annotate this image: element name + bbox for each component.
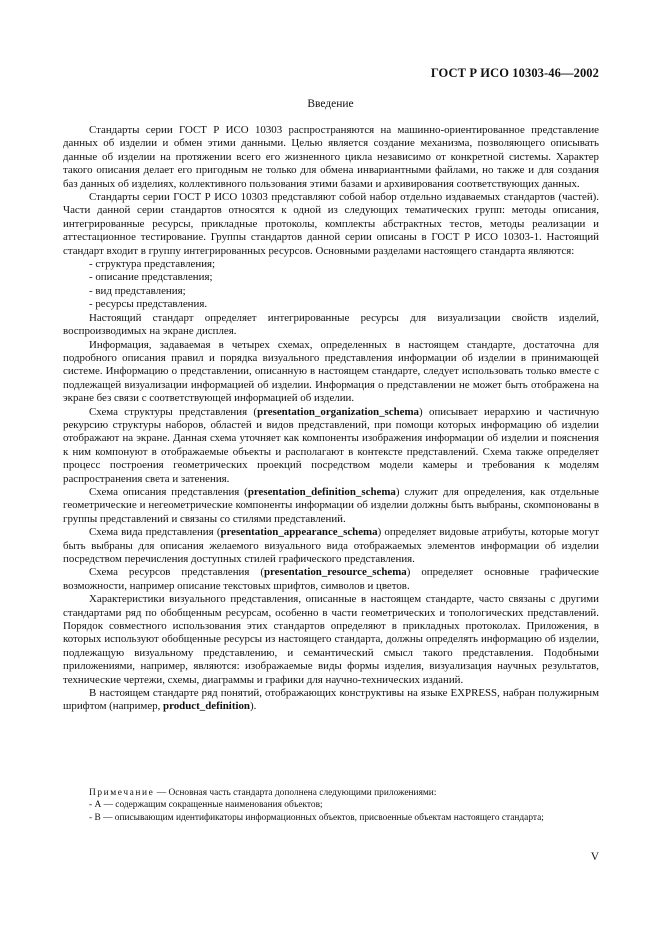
paragraph-7 [63, 526, 599, 566]
paragraph-2: Стандарты серии ГОСТ Р ИСО 10303 представляют собой набор отдельно издаваемых стандартов (частей). Части данной серии стандартов относятся к одной из следующих тематических групп: методы описания, интегрированные ресурсы, прикладные протоколы, комплекты абстрактных тестов, методы реализации и аттестационное тестирование. Группы стандартов данной серии описаны в ГОСТ Р ИСО 10303-1. Настоящий стандарт входит в группу интегрированных ресурсов. Основными разделами настоящего стандарта являются: [63, 191, 599, 257]
note-intro-text: — Основная часть стандарта дополнена следующими приложениями: [154, 788, 437, 798]
paragraph-1: Стандарты серии ГОСТ Р ИСО 10303 распространяются на машинно-ориентированное представление данных об изделии и обмен этими данными. Целью является создание механизма, позволяющего описывать данные об изделии на протяжении всего его жизненного цикла независимо от конкретной системы. Характер такого описания делает его пригодным не только для обмена инвариантными файлами, но также и для создания баз данных об изделиях, коллективного пользования этими базами и архивирования соответствующих данных. [63, 124, 599, 190]
paragraph-8-text-b: ) определяет основные графические возможности, например описание текстовых шрифтов, символов и цветов. [63, 566, 599, 592]
paragraph-8-text-a: Схема ресурсов представления ( [89, 566, 264, 579]
paragraph-10-text-b: ). [250, 700, 257, 713]
schema-term-definition: presentation_definition_schema [247, 485, 396, 498]
body-text [63, 124, 599, 714]
schema-term-organization: presentation_organization_schema [257, 405, 420, 418]
paragraph-7-text-b: ) определяет видовые атрибуты, которые могут быть выбраны для описания желаемого визуального вида отображаемых элементов информации об изделии посредством перечисления доступных стилей графического представления. [63, 526, 600, 565]
express-term-example: product_definition [163, 700, 250, 713]
paragraph-8 [63, 566, 599, 593]
paragraph-7-text-a: Схема вида представления ( [89, 526, 221, 539]
section-title: Введение [307, 98, 354, 110]
paragraph-10-text-a: В настоящем стандарте ряд понятий, отображающих конструктивы на языке EXPRESS, набран полужирным шрифтом (например, [63, 687, 599, 713]
paragraph-6-text-a: Схема описания представления ( [89, 485, 248, 498]
paragraph-9: Характеристики визуального представления, описанные в настоящем стандарте, часто связаны с другими стандартами ряд по обобщенным ресурсам, особенно в части геометрических и топологических представлений. Порядок совместного использования этих стандартов определяют в прикладных протоколах. Приложения, в которых используют обобщенные ресурсы из настоящего стандарта, должны определять информацию об изделии, подлежащую визуальному представлению, и семантический смысл такого представления. Подобными приложениями, например, являются: изображаемые виды формы изделия, визуализация научных результатов, технические чертежи, схемы, диаграммы и графики для научно-технических изданий. [63, 593, 599, 686]
paragraph-3: Настоящий стандарт определяет интегрированные ресурсы для визуализации свойств изделий, воспроизводимых на экране дисплея. [63, 311, 599, 338]
paragraph-5-text-b: ) описывает иерархию и частичную рекурсию структуры наборов, областей и видов представлений, при помощи которых информацию об изделии отображают на экране. Данная схема уточняет как компоненты изображения информации об изделии и пояснения к ним компонуют в отображаемые объекты и располагают в контексте представлений. Схема также определяет процесс построения геометрических проекций посредством модели камеры и требования к моделям распространения света и затенения. [63, 405, 599, 485]
note-label: Примечание [89, 788, 155, 798]
paragraph-5 [63, 406, 599, 486]
document-designation: ГОСТ Р ИСО 10303-46—2002 [430, 66, 599, 80]
note-item-b: - В — описывающим идентификаторы информационных объектов, присвоенные объектам настоящего стандарта; [89, 812, 544, 823]
note-intro [63, 787, 599, 799]
list-item: - структура представления; [89, 258, 216, 271]
paragraph-10 [63, 687, 599, 714]
paragraph-5-text-a: Схема структуры представления ( [89, 405, 258, 418]
paragraph-4: Информация, задаваемая в четырех схемах, определенных в настоящем стандарте, достаточна для подробного описания правил и порядка визуального представления информации об изделии в принимающей системе. Информацию о представлении, описанную в настоящем стандарте, следует использовать только вместе с подлежащей визуализации информацией об изделии. Информация о представлении не может быть отображена на экране без связи с соответствующей информацией об изделии. [63, 338, 599, 405]
schema-term-appearance: presentation_appearance_schema [220, 526, 378, 539]
paragraph-6 [63, 486, 599, 526]
list-item: - вид представления; [89, 284, 186, 297]
page-number: V [590, 851, 599, 863]
list-item: - ресурсы представления. [89, 298, 208, 311]
note-block [63, 787, 599, 824]
note-item-a: - А — содержащим сокращенные наименования объектов; [89, 800, 323, 811]
schema-term-resource: presentation_resource_schema [263, 566, 407, 579]
paragraph-6-text-b: ) служит для определения, как отдельные геометрические и негеометрические компоненты информации об изделии должны быть выбраны, скомпонованы в группы представлений и связаны со стилями представлений. [63, 485, 599, 525]
list-item: - описание представления; [89, 271, 213, 284]
